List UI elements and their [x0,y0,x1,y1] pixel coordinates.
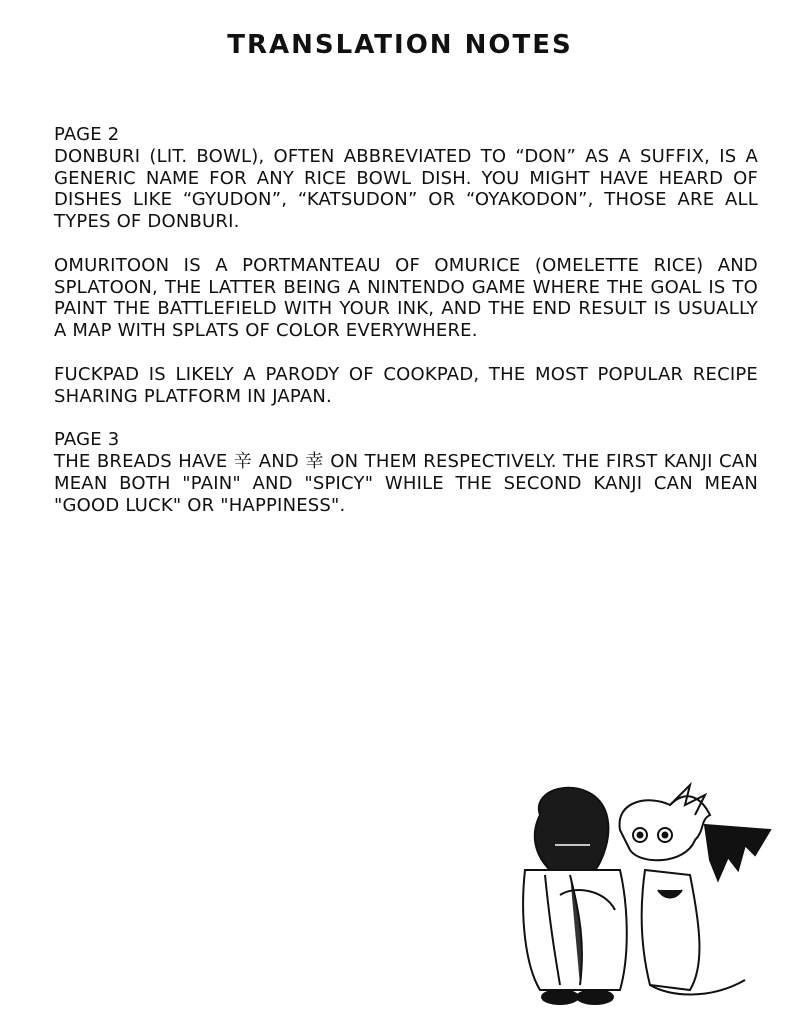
sitting-person-figure [523,788,627,1004]
notes-section-page-3 [54,429,758,516]
notes-paragraph-block [54,255,758,342]
page-title: TRANSLATION NOTES [227,30,573,60]
note-paragraph: DONBURI (LIT. BOWL), OFTEN ABBREVIATED TO “DON” AS A SUFFIX, IS A GENERIC NAME FOR ANY RICE BOWL DISH. YOU MIGHT HAVE HEARD OF DISHES LIKE “GYUDON”, “KATSUDON” OR “OYAKODON”, THOSE ARE ALL TYPES OF DONBURI. [54,145,758,233]
page-label: PAGE 2 [54,124,120,145]
notes-body [54,124,758,538]
note-paragraph: OMURITOON IS A PORTMANTEAU OF OMURICE (OMELETTE RICE) AND SPLATOON, THE LATTER BEING A NINTENDO GAME WHERE THE GOAL IS TO PAINT THE BATTLEFIELD WITH YOUR INK, AND THE END RESULT IS USUALLY A MAP WITH SPLATS OF COLOR EVERYWHERE. [54,254,758,342]
note-paragraph: FUCKPAD IS LIKELY A PARODY OF COOKPAD, THE MOST POPULAR RECIPE SHARING PLATFORM IN JAPAN. [54,363,758,407]
devil-girl-figure [620,785,770,995]
character-illustration [500,775,780,1015]
notes-paragraph-block [54,364,758,408]
notes-section-page-2 [54,124,758,233]
page-label: PAGE 3 [54,429,120,451]
note-paragraph: THE BREADS HAVE 辛 AND 幸 ON THEM RESPECTIVELY. THE FIRST KANJI CAN MEAN BOTH "PAIN" AND "SPICY" WHILE THE SECOND KANJI CAN MEAN "GOOD LUCK" OR "HAPPINESS". [54,450,758,516]
